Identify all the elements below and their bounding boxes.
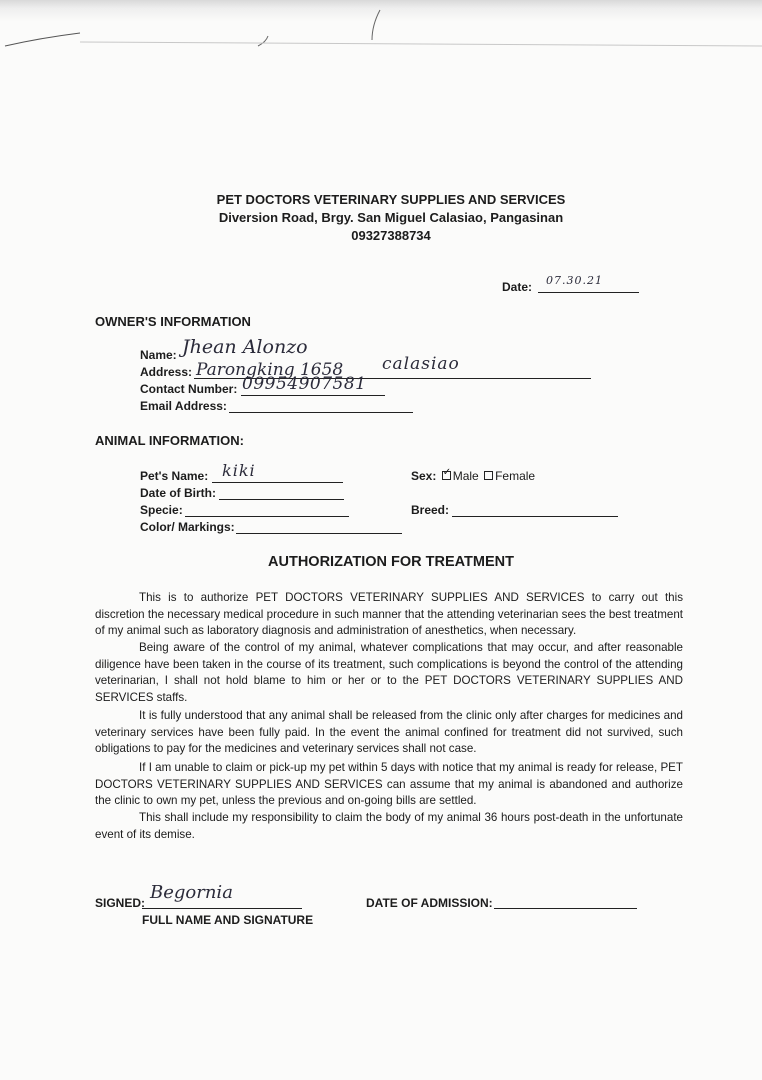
owner-contact-value[interactable]: 09954907581 [242,374,367,394]
authorization-title: AUTHORIZATION FOR TREATMENT [268,554,514,570]
sex-male-checkbox[interactable] [442,467,452,480]
signature-value[interactable]: Begornia [150,882,233,903]
date-line [538,292,639,293]
specie-label: Specie: [140,503,183,517]
color-line[interactable] [236,533,402,534]
dob-label: Date of Birth: [140,486,216,500]
authorization-paragraph-3: It is fully understood that any animal shall be released from the clinic only after charges for medicines and veterinary services have been fully paid. In the event the animal confined for treatment did not survived, such obligations to pay for the medicines and veterinary services shall not case. [95,709,683,756]
sex-label: Sex: [411,469,437,483]
animal-section-title: ANIMAL INFORMATION: [95,433,244,448]
scan-artifact-marks [0,0,762,60]
sex-male-label: Male [452,469,479,483]
check-mark-icon: ✓ [442,467,452,479]
specie-line[interactable] [185,516,349,517]
breed-line[interactable] [452,516,618,517]
clinic-name: PET DOCTORS VETERINARY SUPPLIES AND SERVICES [216,192,566,207]
pet-name-line [212,482,343,483]
signature-caption: FULL NAME AND SIGNATURE [142,913,314,927]
owner-name-value[interactable]: Jhean Alonzo [182,336,308,358]
owner-email-label: Email Address: [140,399,227,413]
authorization-paragraph-1: This is to authorize PET DOCTORS VETERINARY SUPPLIES AND SERVICES to carry out this discretion the necessary medical procedure in such manner that the attending veterinarian sees the best treatment of my animal such as laboratory diagnosis and administration of anesthetics, when necessary. [95,591,683,638]
signature-line [142,908,302,909]
owner-address-value[interactable]: Parongking 1658 [196,360,344,380]
date-label: Date: [502,280,533,294]
authorization-paragraph-2: Being aware of the control of my animal, whatever complications that may occur, and after reasonable diligence have been taken in the course of its treatment, such complications is beyond the control of the attending veterinarian, I shall not hold blame to him or her or to the PET DOCTORS VETERINARY SUPPLIES AND SERVICES staffs. [95,641,683,704]
authorization-paragraph-5: This shall include my responsibility to claim the body of my animal 36 hours post-death in the unfortunate event of its demise. [95,811,683,841]
breed-label: Breed: [411,503,450,517]
pet-name-value[interactable]: kiki [222,461,256,480]
dob-line[interactable] [219,499,344,500]
admission-label: DATE OF ADMISSION: [366,896,493,910]
date-value[interactable]: 07.30.21 [546,274,603,287]
sex-female-label: Female [495,469,536,483]
owner-email-line[interactable] [229,412,413,413]
owner-contact-line [241,395,385,396]
sex-female-checkbox[interactable] [484,471,493,480]
authorization-paragraph-4: If I am unable to claim or pick-up my pet within 5 days with notice that my animal is ready for release, PET DOCTORS VETERINARY SUPPLIES AND SERVICES can assume that my animal is abandoned and authorize the clinic to own my pet, unless the previous and on-going bills are settled. [95,761,683,808]
owner-section-title: OWNER'S INFORMATION [95,314,251,329]
clinic-phone: 09327388734 [351,228,431,243]
owner-address-value-extra[interactable]: calasiao [382,354,460,374]
sex-field [411,469,535,483]
admission-line[interactable] [494,908,637,909]
clinic-address: Diversion Road, Brgy. San Miguel Calasiao, Pangasinan [218,210,564,225]
scan-edge-shadow [0,0,762,60]
color-label: Color/ Markings: [140,520,235,534]
signed-label: SIGNED: [95,896,146,910]
owner-address-label: Address: [140,365,193,379]
owner-name-label: Name: [140,348,177,362]
pet-name-label: Pet's Name: [140,469,209,483]
owner-contact-label: Contact Number: [140,382,238,396]
